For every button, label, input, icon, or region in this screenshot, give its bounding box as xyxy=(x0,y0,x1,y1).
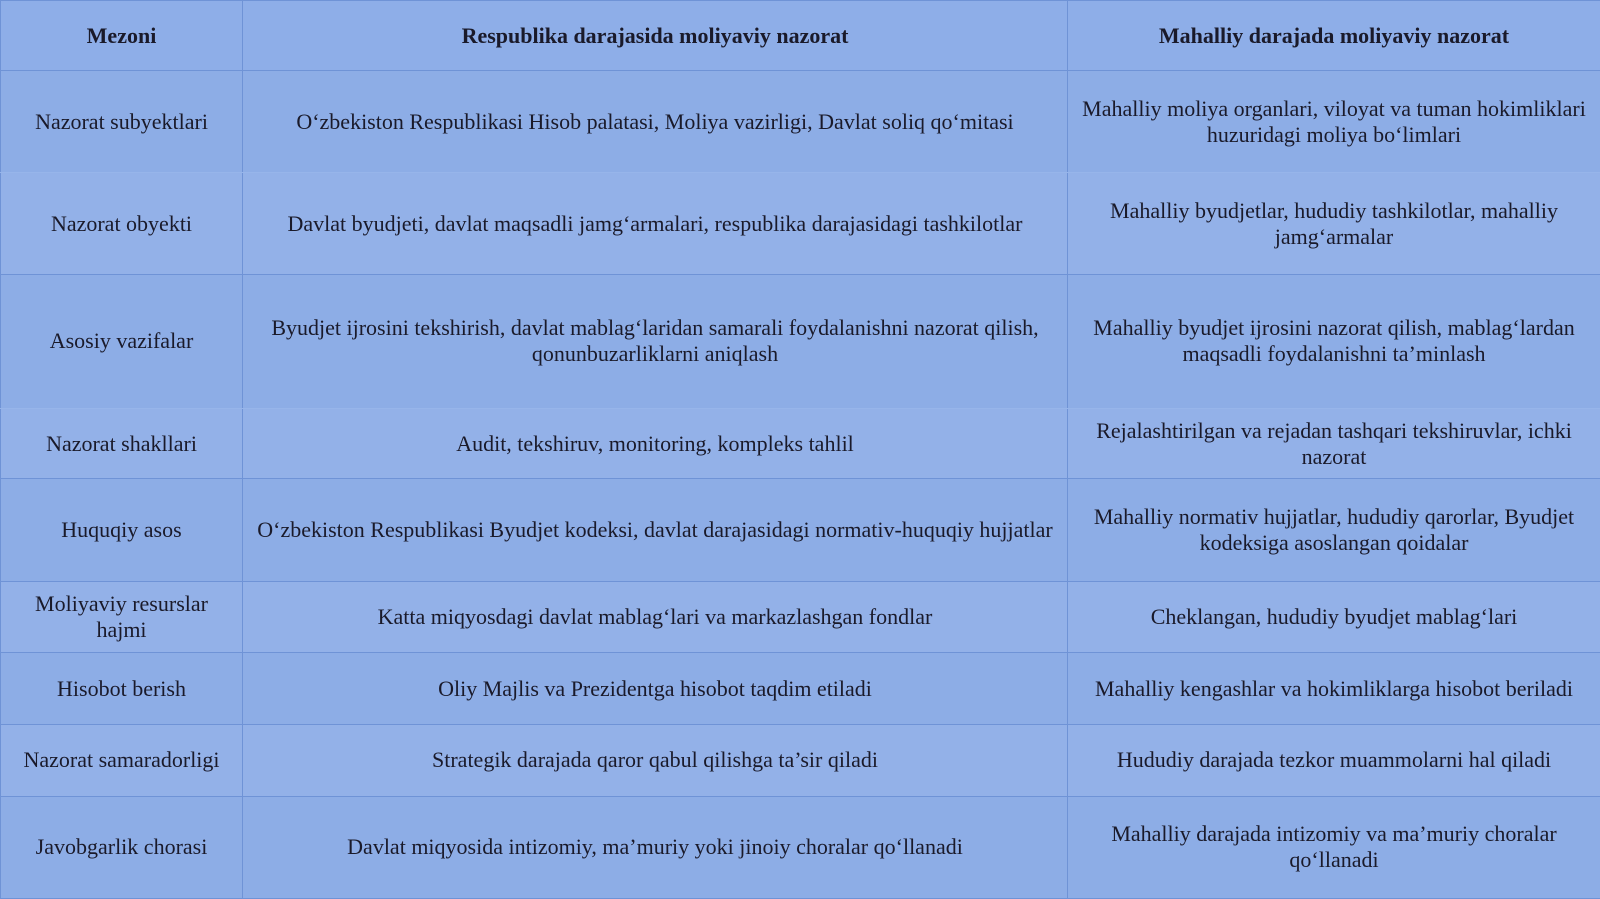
row-criteria-cell: Asosiy vazifalar xyxy=(1,275,243,408)
row-criteria-cell: Moliyaviy resurslar hajmi xyxy=(1,581,243,653)
table-row xyxy=(1,408,1600,479)
local-cell: Mahalliy byudjet ijrosini nazorat qilish, mablag‘lardan maqsadli foydalanishni ta’minlash xyxy=(1068,275,1600,408)
republic-cell: Oliy Majlis va Prezidentga hisobot taqdim etiladi xyxy=(243,653,1068,725)
local-cell: Mahalliy normativ hujjatlar, hududiy qarorlar, Byudjet kodeksiga asoslangan qoidalar xyxy=(1068,479,1600,581)
header-criteria: Mezoni xyxy=(1,1,243,71)
republic-cell: O‘zbekiston Respublikasi Byudjet kodeksi, davlat darajasidagi normativ-huquqiy hujjatlar xyxy=(243,479,1068,581)
republic-cell: O‘zbekiston Respublikasi Hisob palatasi, Moliya vazirligi, Davlat soliq qo‘mitasi xyxy=(243,71,1068,173)
row-criteria-cell: Nazorat samaradorligi xyxy=(1,725,243,797)
header-local-level: Mahalliy darajada moliyaviy nazorat xyxy=(1068,1,1600,71)
local-cell: Rejalashtirilgan va rejadan tashqari tekshiruvlar, ichki nazorat xyxy=(1068,408,1600,479)
local-cell: Mahalliy kengashlar va hokimliklarga hisobot beriladi xyxy=(1068,653,1600,725)
table-row xyxy=(1,275,1600,408)
local-cell: Mahalliy darajada intizomiy va ma’muriy choralar qo‘llanadi xyxy=(1068,796,1600,898)
table-row xyxy=(1,479,1600,581)
local-cell: Cheklangan, hududiy byudjet mablag‘lari xyxy=(1068,581,1600,653)
row-criteria-cell: Nazorat shakllari xyxy=(1,408,243,479)
republic-cell: Davlat miqyosida intizomiy, ma’muriy yoki jinoiy choralar qo‘llanadi xyxy=(243,796,1068,898)
republic-cell: Katta miqyosdagi davlat mablag‘lari va markazlashgan fondlar xyxy=(243,581,1068,653)
table-row xyxy=(1,653,1600,725)
row-criteria-cell: Huquqiy asos xyxy=(1,479,243,581)
republic-cell: Davlat byudjeti, davlat maqsadli jamg‘armalari, respublika darajasidagi tashkilotlar xyxy=(243,173,1068,275)
table-row xyxy=(1,581,1600,653)
republic-cell: Audit, tekshiruv, monitoring, kompleks tahlil xyxy=(243,408,1068,479)
table-row xyxy=(1,71,1600,173)
row-criteria-cell: Nazorat obyekti xyxy=(1,173,243,275)
header-row xyxy=(1,1,1600,71)
row-criteria-cell: Hisobot berish xyxy=(1,653,243,725)
row-criteria-cell: Javobgarlik chorasi xyxy=(1,796,243,898)
header-republic-level: Respublika darajasida moliyaviy nazorat xyxy=(243,1,1068,71)
table-row xyxy=(1,173,1600,275)
local-cell: Mahalliy moliya organlari, viloyat va tuman hokimliklari huzuridagi moliya bo‘limlari xyxy=(1068,71,1600,173)
republic-cell: Byudjet ijrosini tekshirish, davlat mablag‘laridan samarali foydalanishni nazorat qilish, qonunbuzarliklarni aniqlash xyxy=(243,275,1068,408)
republic-cell: Strategik darajada qaror qabul qilishga ta’sir qiladi xyxy=(243,725,1068,797)
local-cell: Hududiy darajada tezkor muammolarni hal qiladi xyxy=(1068,725,1600,797)
local-cell: Mahalliy byudjetlar, hududiy tashkilotlar, mahalliy jamg‘armalar xyxy=(1068,173,1600,275)
table-row xyxy=(1,796,1600,898)
row-criteria-cell: Nazorat subyektlari xyxy=(1,71,243,173)
table-row xyxy=(1,725,1600,797)
